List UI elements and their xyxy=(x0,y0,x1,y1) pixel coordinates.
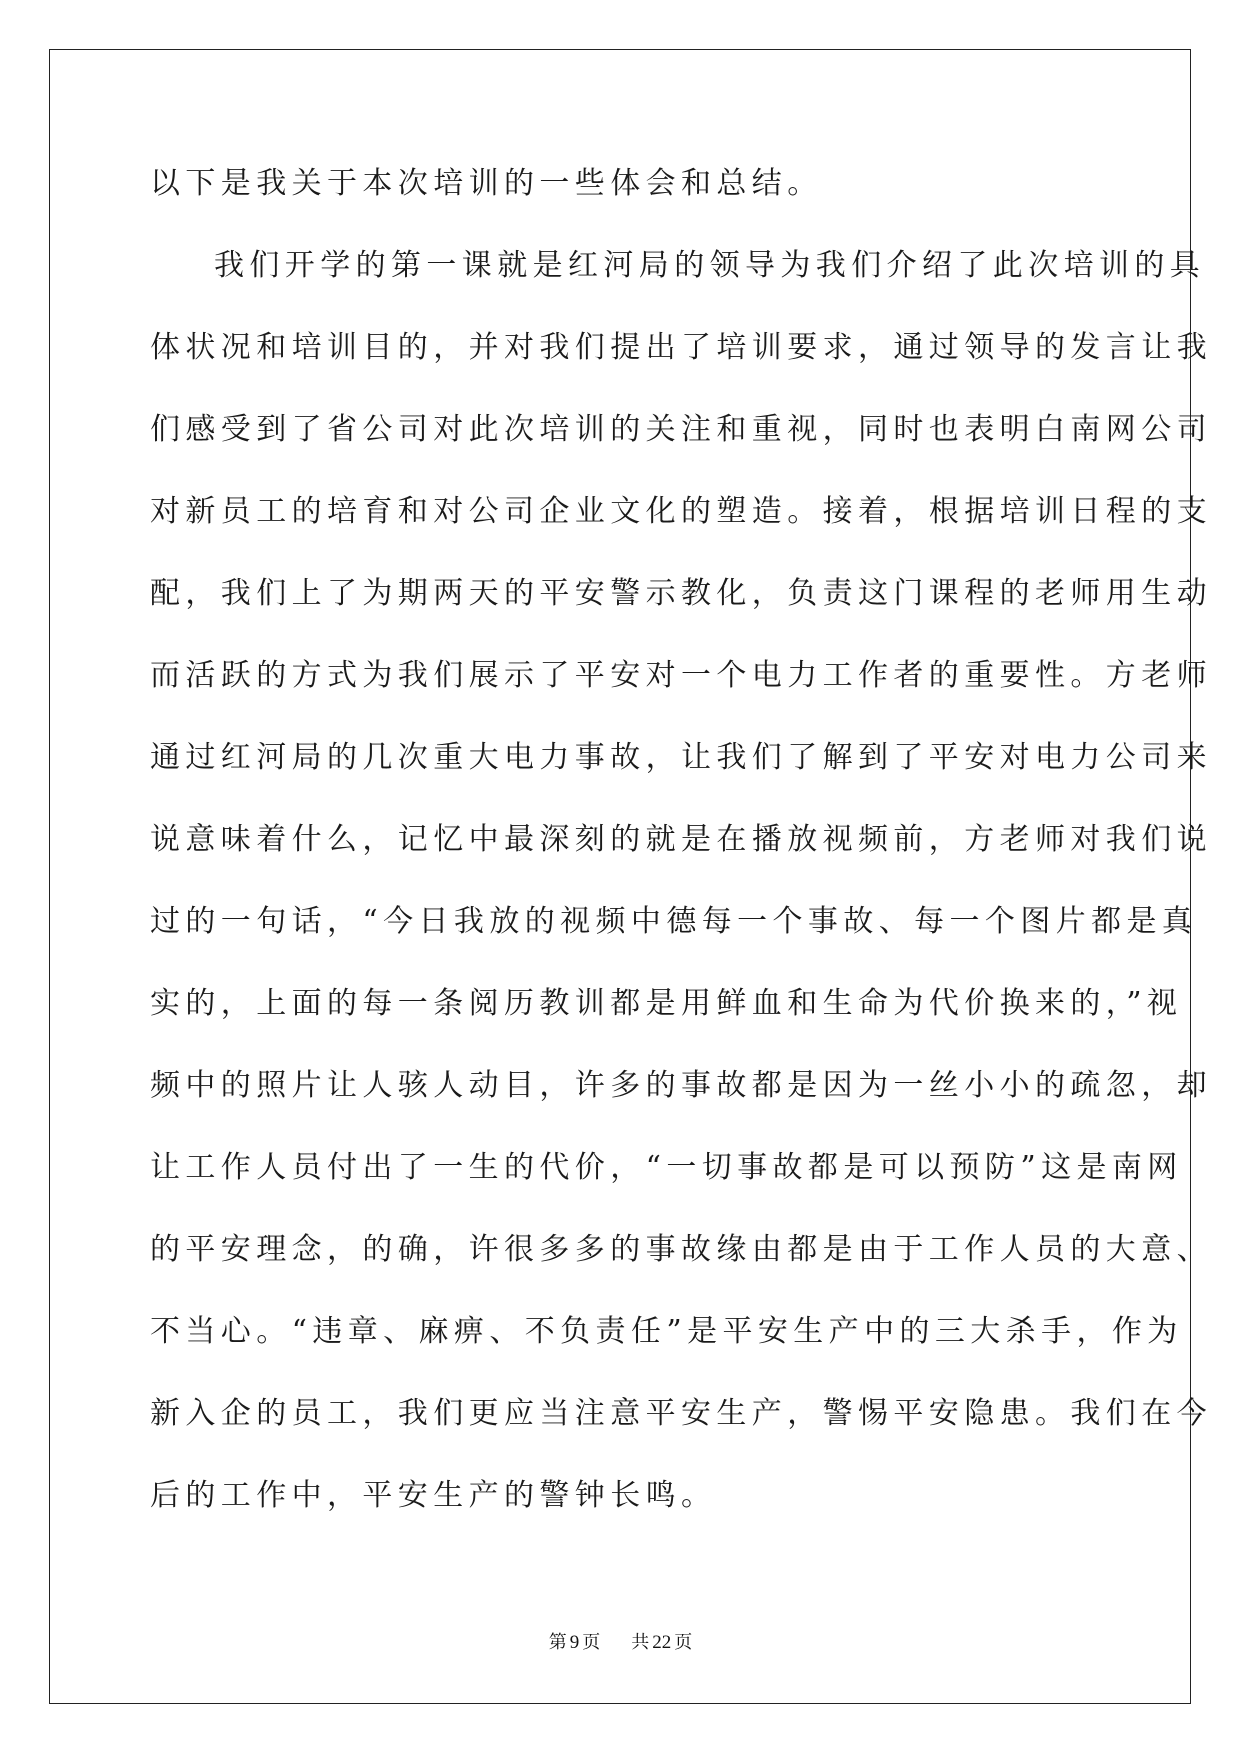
page-prefix: 第 xyxy=(548,1632,567,1652)
text-line: 通过红河局的几次重大电力事故，让我们了解到了平安对电力公司来 xyxy=(150,740,1212,775)
page-number: 9 xyxy=(569,1632,580,1653)
paragraph-start-line: 我们开学的第一课就是红河局的领导为我们介绍了此次培训的具 xyxy=(214,248,1206,283)
page-suffix: 页 xyxy=(582,1632,601,1652)
text-line: 体状况和培训目的，并对我们提出了培训要求，通过领导的发言让我 xyxy=(150,330,1212,365)
total-pages: 22 xyxy=(652,1632,672,1653)
text-line: 而活跃的方式为我们展示了平安对一个电力工作者的重要性。方老师 xyxy=(150,658,1212,693)
total-suffix: 页 xyxy=(674,1632,693,1652)
text-line: 让工作人员付出了一生的代价，“一切事故都是可以预防”这是南网 xyxy=(150,1150,1183,1185)
text-line: 配，我们上了为期两天的平安警示教化，负责这门课程的老师用生动 xyxy=(150,576,1212,611)
text-line: 新入企的员工，我们更应当注意平安生产，警惕平安隐患。我们在今 xyxy=(150,1396,1212,1431)
text-line: 不当心。“违章、麻痹、不负责任”是平安生产中的三大杀手，作为 xyxy=(150,1314,1183,1349)
text-line: 以下是我关于本次培训的一些体会和总结。 xyxy=(150,166,823,201)
text-line: 们感受到了省公司对此次培训的关注和重视，同时也表明白南网公司 xyxy=(150,412,1212,447)
document-body xyxy=(150,162,1212,1556)
page-footer xyxy=(0,1628,1241,1654)
text-line: 频中的照片让人骇人动目，许多的事故都是因为一丝小小的疏忽，却 xyxy=(150,1068,1212,1103)
text-line: 后的工作中，平安生产的警钟长鸣。 xyxy=(150,1478,717,1513)
text-line: 过的一句话，“今日我放的视频中德每一个事故、每一个图片都是真 xyxy=(150,904,1198,939)
text-line: 说意味着什么，记忆中最深刻的就是在播放视频前，方老师对我们说 xyxy=(150,822,1212,857)
total-prefix: 共 xyxy=(631,1632,650,1652)
text-line: 实的，上面的每一条阅历教训都是用鲜血和生命为代价换来的，”视 xyxy=(150,986,1183,1021)
text-line: 对新员工的培育和对公司企业文化的塑造。接着，根据培训日程的支 xyxy=(150,494,1212,529)
text-line: 的平安理念，的确，许很多多的事故缘由都是由于工作人员的大意、 xyxy=(150,1232,1212,1267)
